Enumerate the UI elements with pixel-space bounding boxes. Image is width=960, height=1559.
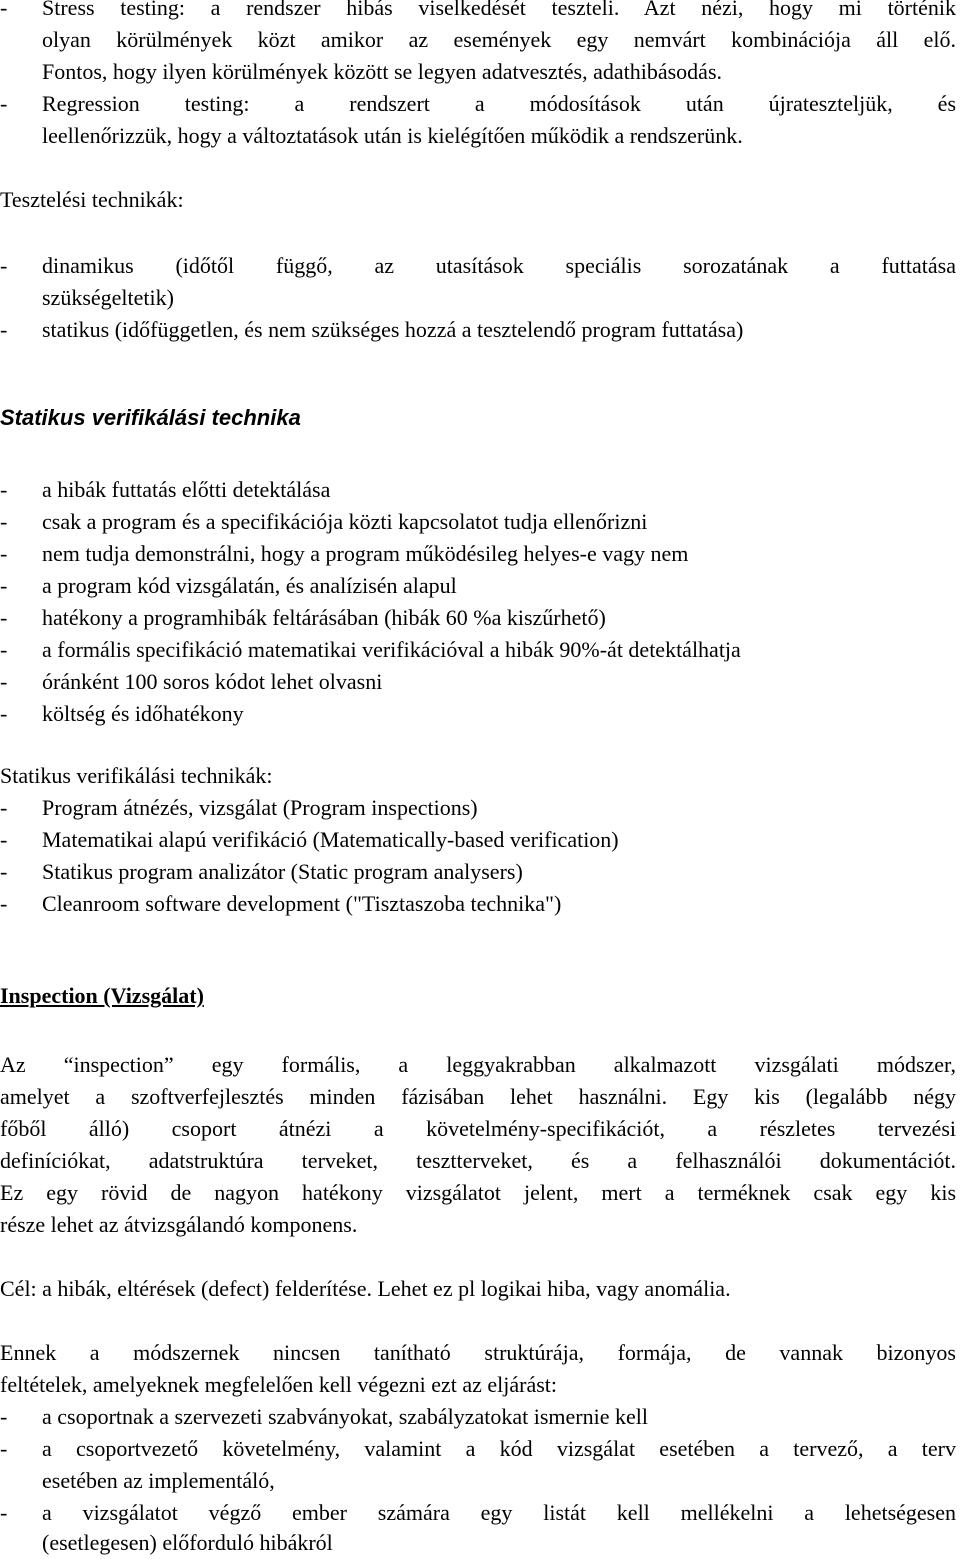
list-item-text: költség és időhatékony — [42, 701, 244, 726]
list-dash: - — [0, 605, 8, 630]
list-item-text: Stress testing: a rendszer hibás viselkedését teszteli. Azt nézi, hogy mi történik — [42, 0, 956, 20]
list-dash: - — [0, 541, 8, 566]
list-dash: - — [0, 891, 8, 916]
list-dash: - — [0, 701, 8, 726]
list-item — [0, 250, 956, 282]
list-item-text: a csoportnak a szervezeti szabványokat, szabályzatokat ismernie kell — [42, 1404, 648, 1429]
list-item — [0, 666, 956, 698]
paragraph-line: Ennek a módszernek nincsen tanítható struktúrája, formája, de vannak bizonyos — [0, 1340, 956, 1365]
list-item-continuation: olyan körülmények közt amikor az események egy nemvárt kombinációja áll elő. — [42, 27, 956, 52]
inspection-heading: Inspection (Vizsgálat) — [0, 983, 204, 1008]
list-item — [0, 474, 956, 506]
list-dash: - — [0, 477, 8, 502]
paragraph-line: főből álló) csoport átnézi a követelmény-specifikációt, a részletes tervezési — [0, 1116, 956, 1141]
list-dash: - — [0, 669, 8, 694]
list-item-text: a vizsgálatot végző ember számára egy listát kell mellékelni a lehetségesen — [42, 1500, 956, 1525]
list-item-continuation: (esetlegesen) előforduló hibákról — [42, 1530, 333, 1555]
list-item-continuation: esetében az implementáló, — [42, 1468, 275, 1493]
list-item-text: statikus (időfüggetlen, és nem szükséges hozzá a tesztelendő program futtatása) — [42, 317, 744, 342]
list-item-text: hatékony a programhibák feltárásában (hibák 60 %a kiszűrhető) — [42, 605, 606, 630]
list-item — [0, 570, 956, 602]
list-item-text: dinamikus (időtől függő, az utasítások speciális sorozatának a futtatása — [42, 253, 956, 278]
paragraph-line: része lehet az átvizsgálandó komponens. — [0, 1212, 358, 1237]
techniques-label: Tesztelési technikák: — [0, 187, 184, 212]
list-dash: - — [0, 859, 8, 884]
list-item-text: Regression testing: a rendszert a módosítások után újrateszteljük, és — [42, 91, 956, 116]
list-dash: - — [0, 1404, 8, 1429]
list-dash: - — [0, 253, 8, 278]
list-item-text: Statikus program analizátor (Static program analysers) — [42, 859, 523, 884]
list-item — [0, 314, 956, 346]
list-dash: - — [0, 573, 8, 598]
list-item — [0, 856, 956, 888]
list-dash: - — [0, 827, 8, 852]
list-item-text: óránként 100 soros kódot lehet olvasni — [42, 669, 383, 694]
list-item-text: csak a program és a specifikációja közti kapcsolatot tudja ellenőrizni — [42, 509, 648, 534]
list-item-text: Matematikai alapú verifikáció (Matematically-based verification) — [42, 827, 619, 852]
list-item — [0, 506, 956, 538]
list-item-text: a csoportvezető követelmény, valamint a kód vizsgálat esetében a tervező, a terv — [42, 1436, 956, 1461]
list-item-continuation: szükségeltetik) — [42, 285, 174, 310]
list-dash: - — [0, 509, 8, 534]
list-item — [0, 88, 956, 120]
goal-text: Cél: a hibák, eltérések (defect) felderítése. Lehet ez pl logikai hiba, vagy anomália. — [0, 1276, 731, 1301]
paragraph-line: feltételek, amelyeknek megfelelően kell végezni ezt az eljárást: — [0, 1372, 558, 1397]
list-item — [0, 792, 956, 824]
list-item — [0, 538, 956, 570]
list-item — [0, 602, 956, 634]
list-item — [0, 824, 956, 856]
list-item — [0, 1401, 956, 1433]
section-heading: Statikus verifikálási technika — [0, 405, 301, 430]
list-item — [0, 634, 956, 666]
list-item-text: Cleanroom software development ("Tisztaszoba technika") — [42, 891, 562, 916]
list-item — [0, 1497, 956, 1529]
paragraph-line: Ez egy rövid de nagyon hatékony vizsgálatot jelent, mert a terméknek csak egy kis — [0, 1180, 956, 1205]
list-item-text: a formális specifikáció matematikai verifikációval a hibák 90%-át detektálhatja — [42, 637, 741, 662]
list-dash: - — [0, 1500, 8, 1525]
list-item — [0, 1433, 956, 1465]
list-item-text: a hibák futtatás előtti detektálása — [42, 477, 331, 502]
static-techniques-label: Statikus verifikálási technikák: — [0, 763, 273, 788]
list-item-text: Program átnézés, vizsgálat (Program inspections) — [42, 795, 478, 820]
list-dash: - — [0, 795, 8, 820]
paragraph-line: definíciókat, adatstruktúra terveket, tesztterveket, és a felhasználói dokumentációt. — [0, 1148, 956, 1173]
list-item — [0, 888, 956, 920]
list-item — [0, 698, 956, 730]
list-dash: - — [0, 637, 8, 662]
paragraph-line: Az “inspection” egy formális, a leggyakrabban alkalmazott vizsgálati módszer, — [0, 1052, 956, 1077]
list-dash: - — [0, 1436, 8, 1461]
list-dash: - — [0, 317, 8, 342]
list-item — [0, 0, 956, 24]
paragraph-line: amelyet a szoftverfejlesztés minden fázisában lehet használni. Egy kis (legalább négy — [0, 1084, 956, 1109]
list-item-text: nem tudja demonstrálni, hogy a program működésileg helyes-e vagy nem — [42, 541, 689, 566]
list-item-continuation: Fontos, hogy ilyen körülmények között se legyen adatvesztés, adathibásodás. — [42, 59, 723, 84]
list-dash: - — [0, 0, 8, 20]
list-item-text: a program kód vizsgálatán, és analízisén alapul — [42, 573, 457, 598]
list-item-continuation: leellenőrizzük, hogy a változtatások után is kielégítően működik a rendszerünk. — [42, 123, 743, 148]
list-dash: - — [0, 91, 8, 116]
